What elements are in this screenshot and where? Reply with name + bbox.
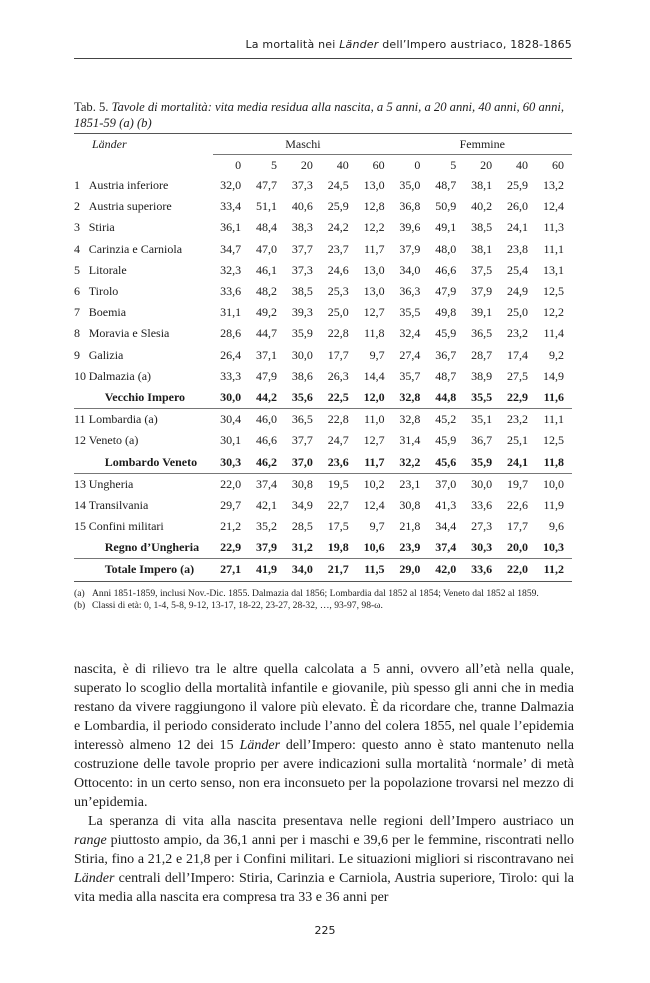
row-name: Moravia e Slesia [88, 326, 170, 341]
body-text [74, 660, 574, 907]
value-cell: 42,1 [255, 497, 277, 512]
value-cell: 47,7 [255, 178, 277, 193]
value-cell: 21,8 [399, 519, 421, 534]
value-cell: 38,9 [471, 368, 493, 383]
running-header-italic: Länder [339, 38, 379, 51]
value-cell: 46,2 [255, 454, 277, 469]
table-notes [74, 588, 574, 611]
value-cell: 11,8 [364, 326, 385, 341]
value-cell: 13,0 [363, 178, 385, 193]
value-cell: 39,1 [471, 305, 493, 320]
life-table [74, 133, 574, 582]
value-cell: 35,1 [464, 409, 500, 431]
value-cell: 34,4 [435, 519, 457, 534]
value-cell: 37,4 [249, 473, 285, 495]
value-cell: 31,1 [220, 305, 242, 320]
table-row [74, 345, 572, 366]
value-cell: 11,3 [543, 220, 564, 235]
row-name: Carinzia e Carniola [88, 241, 183, 256]
paragraph-2-italic-1: range [74, 833, 107, 848]
value-cell: 36,3 [399, 284, 421, 299]
value-cell: 38,1 [471, 241, 493, 256]
value-cell: 21,2 [220, 519, 242, 534]
value-cell: 12,5 [543, 284, 564, 299]
value-cell: 24,6 [327, 262, 349, 277]
value-cell: 44,2 [255, 389, 277, 404]
value-cell: 23,1 [393, 473, 429, 495]
age-header-cell: 20 [480, 157, 493, 172]
row-name: Ungheria [89, 473, 214, 495]
col-header-lander: Länder [92, 136, 127, 151]
value-cell: 24,1 [507, 454, 528, 469]
value-cell: 11,7 [364, 241, 385, 256]
table-row [74, 409, 572, 431]
table-row [74, 196, 572, 217]
value-cell: 9,2 [549, 347, 564, 362]
row-name: Litorale [88, 262, 127, 277]
value-cell: 23,2 [500, 409, 536, 431]
value-cell: 35,9 [471, 454, 493, 469]
value-cell: 10,0 [536, 473, 572, 495]
value-cell: 45,9 [435, 326, 457, 341]
value-cell: 23,7 [327, 241, 349, 256]
paragraph-2-part-b: piuttosto ampio, da 36,1 anni per i maschi e 39,6 per le femmine, riscontrati nello Stiria, fino a 21,2 e 21,8 per i Confini militari. Le situazioni migliori si riscontravano nei [74, 833, 574, 867]
value-cell: 37,9 [255, 540, 277, 555]
table-row [74, 175, 572, 196]
value-cell: 34,0 [399, 262, 421, 277]
value-cell: 25,3 [327, 284, 349, 299]
value-cell: 37,7 [291, 433, 313, 448]
age-header-cell: 5 [270, 157, 277, 172]
row-name: Lombardo Veneto [104, 454, 198, 469]
value-cell: 33,4 [220, 199, 242, 214]
value-cell: 29,0 [393, 559, 429, 581]
value-cell: 48,4 [255, 220, 277, 235]
value-cell: 30,3 [220, 454, 242, 469]
table-row [74, 366, 572, 387]
note-a-text: Anni 1851-1859, inclusi Nov.-Dic. 1855. Dalmazia dal 1856; Lombardia dal 1852 al 1854; Veneto dal 1852 al 1859. [92, 588, 539, 599]
value-cell: 12,2 [363, 220, 385, 235]
value-cell: 36,7 [435, 347, 457, 362]
value-cell: 25,0 [327, 305, 349, 320]
value-cell: 11,6 [543, 389, 564, 404]
row-name: Lombardia (a) [89, 409, 214, 431]
value-cell: 24,5 [327, 178, 349, 193]
value-cell: 31,4 [399, 433, 421, 448]
running-header [74, 38, 572, 51]
table-row [74, 537, 572, 559]
value-cell: 30,0 [291, 347, 313, 362]
value-cell: 22,9 [507, 389, 528, 404]
row-name: Boemia [88, 305, 127, 320]
row-name: Vecchio Impero [104, 389, 186, 404]
paragraph-1-part-b: dell’Impero: questo anno è stato mantenuto nella costruzione delle tavole proprio per avere indicazioni sulla mortalità ‘normale’ di metà Ottocento: in un certo senso, non era inconsueto per la popolazione trovarsi nel mezzo di un’epidemia. [74, 738, 574, 810]
row-name: Totale Impero (a) [89, 559, 214, 581]
value-cell: 13,1 [543, 262, 564, 277]
header-rule [74, 58, 572, 59]
table-row [74, 473, 572, 495]
value-cell: 11,2 [536, 559, 572, 581]
note-b-text: Classi di età: 0, 1-4, 5-8, 9-12, 13-17, 18-22, 23-27, 28-32, …, 93-97, 98-ω. [92, 599, 383, 611]
value-cell: 41,9 [249, 559, 285, 581]
table-row [74, 260, 572, 281]
value-cell: 32,8 [399, 389, 421, 404]
value-cell: 14,9 [543, 368, 564, 383]
row-index: 2 [74, 199, 80, 214]
value-cell: 48,2 [255, 284, 277, 299]
value-cell: 12,0 [363, 389, 385, 404]
value-cell: 35,0 [399, 178, 421, 193]
value-cell: 27,3 [471, 519, 493, 534]
value-cell: 40,6 [291, 199, 313, 214]
age-header-cell: 0 [414, 157, 421, 172]
value-cell: 28,7 [471, 347, 493, 362]
value-cell: 48,7 [435, 178, 457, 193]
value-cell: 13,2 [543, 178, 564, 193]
value-cell: 51,1 [255, 199, 277, 214]
value-cell: 37,4 [435, 540, 457, 555]
age-header-cell: 40 [516, 157, 528, 172]
value-cell: 38,1 [471, 178, 493, 193]
row-index: 14 [74, 497, 86, 512]
value-cell: 10,6 [363, 540, 385, 555]
row-name: Veneto (a) [88, 433, 139, 448]
row-index: 9 [74, 347, 80, 362]
running-header-text-end: dell’Impero austriaco, 1828-1865 [378, 38, 572, 51]
value-cell: 25,9 [507, 178, 528, 193]
value-cell: 28,5 [291, 519, 313, 534]
value-cell: 13,0 [363, 284, 385, 299]
value-cell: 29,7 [220, 497, 242, 512]
life-table-grid [74, 133, 572, 582]
value-cell: 48,0 [435, 241, 457, 256]
value-cell: 47,9 [435, 284, 457, 299]
value-cell: 17,5 [327, 519, 349, 534]
value-cell: 25,9 [327, 199, 349, 214]
value-cell: 37,7 [291, 241, 313, 256]
value-cell: 45,2 [428, 409, 464, 431]
value-cell: 12,2 [543, 305, 564, 320]
value-cell: 22,5 [327, 389, 349, 404]
value-cell: 32,8 [393, 409, 429, 431]
value-cell: 37,9 [471, 284, 493, 299]
value-cell: 27,4 [399, 347, 421, 362]
value-cell: 11,1 [536, 409, 572, 431]
row-name: Tirolo [88, 284, 119, 299]
value-cell: 38,3 [291, 220, 313, 235]
table-row [74, 281, 572, 302]
value-cell: 35,6 [291, 389, 313, 404]
paragraph-2 [74, 812, 574, 907]
value-cell: 46,6 [435, 262, 457, 277]
paragraph-2-part-c: centrali dell’Impero: Stiria, Carinzia e Carniola, Austria superiore, Tirolo: qui la vita media alla nascita era compresa tra 33 e 36 anni per [74, 871, 574, 905]
note-b-tag: (b) [74, 599, 86, 611]
row-name: Galizia [88, 347, 124, 362]
value-cell: 23,6 [327, 454, 349, 469]
value-cell: 33,6 [220, 284, 242, 299]
value-cell: 30,4 [213, 409, 249, 431]
value-cell: 11,1 [543, 241, 564, 256]
value-cell: 35,9 [291, 326, 313, 341]
value-cell: 25,1 [507, 433, 528, 448]
value-cell: 39,3 [291, 305, 313, 320]
paragraph-1 [74, 660, 574, 812]
value-cell: 46,0 [249, 409, 285, 431]
value-cell: 34,0 [285, 559, 321, 581]
value-cell: 37,1 [255, 347, 277, 362]
row-name: Austria superiore [88, 199, 172, 214]
value-cell: 17,7 [507, 519, 528, 534]
row-index: 12 [74, 433, 86, 448]
value-cell: 49,1 [435, 220, 457, 235]
value-cell: 32,4 [399, 326, 421, 341]
value-cell: 34,7 [220, 241, 242, 256]
value-cell: 10,3 [543, 540, 564, 555]
value-cell: 30,0 [464, 473, 500, 495]
row-index: 3 [74, 220, 80, 235]
row-index: 5 [74, 262, 80, 277]
value-cell: 20,0 [507, 540, 528, 555]
table-title: Tavole di mortalità: vita media residua alla nascita, a 5 anni, a 20 anni, 40 anni, 60 anni, 1851-59 (a) (b) [74, 100, 565, 130]
row-name: Regno d’Ungheria [104, 540, 200, 555]
age-header-cell: 60 [372, 157, 385, 172]
value-cell: 27,5 [507, 368, 528, 383]
row-index: 6 [74, 284, 80, 299]
paragraph-2-part-a: La speranza di vita alla nascita presentava nelle regioni dell’Impero austriaco un [88, 814, 574, 829]
row-name: Austria inferiore [88, 178, 169, 193]
value-cell: 11,8 [543, 454, 564, 469]
value-cell: 47,0 [255, 241, 277, 256]
value-cell: 19,8 [327, 540, 349, 555]
col-group-femmine: Femmine [393, 134, 572, 155]
value-cell: 21,7 [321, 559, 357, 581]
value-cell: 37,0 [291, 454, 313, 469]
value-cell: 37,5 [471, 262, 493, 277]
value-cell: 38,5 [471, 220, 493, 235]
value-cell: 44,7 [255, 326, 277, 341]
value-cell: 19,5 [321, 473, 357, 495]
row-name: Dalmazia (a) [88, 368, 152, 383]
value-cell: 33,3 [220, 368, 242, 383]
age-header-cell: 60 [552, 157, 564, 172]
value-cell: 30,1 [220, 433, 242, 448]
table-row [74, 302, 572, 323]
value-cell: 24,1 [507, 220, 528, 235]
value-cell: 12,7 [363, 305, 385, 320]
value-cell: 22,7 [327, 497, 349, 512]
value-cell: 14,4 [363, 368, 385, 383]
value-cell: 42,0 [428, 559, 464, 581]
value-cell: 32,3 [220, 262, 242, 277]
row-index [74, 537, 89, 559]
value-cell: 24,9 [507, 284, 528, 299]
row-index: 10 [74, 368, 86, 383]
value-cell: 36,7 [471, 433, 493, 448]
row-name: Transilvania [88, 497, 149, 512]
value-cell: 9,7 [369, 347, 385, 362]
value-cell: 36,5 [471, 326, 493, 341]
table-row [74, 559, 572, 581]
row-name: Stiria [88, 220, 115, 235]
page-number: 225 [314, 924, 336, 937]
value-cell: 30,8 [285, 473, 321, 495]
table-caption [74, 99, 574, 131]
value-cell: 25,4 [507, 262, 528, 277]
note-a-tag: (a) [74, 588, 85, 599]
value-cell: 37,3 [291, 262, 313, 277]
value-cell: 31,2 [291, 540, 313, 555]
value-cell: 41,3 [435, 497, 457, 512]
value-cell: 44,8 [435, 389, 457, 404]
value-cell: 36,5 [285, 409, 321, 431]
value-cell: 11,7 [364, 454, 385, 469]
value-cell: 36,1 [220, 220, 242, 235]
row-index: 13 [74, 473, 89, 495]
value-cell: 11,9 [543, 497, 564, 512]
value-cell: 26,3 [327, 368, 349, 383]
value-cell: 35,5 [471, 389, 493, 404]
value-cell: 37,9 [399, 241, 421, 256]
value-cell: 17,7 [327, 347, 349, 362]
row-index: 8 [74, 326, 80, 341]
table-row [74, 430, 572, 451]
paragraph-2-italic-2: Länder [74, 871, 115, 886]
table-row [74, 387, 572, 409]
row-index [74, 559, 89, 581]
value-cell: 22,9 [220, 540, 242, 555]
value-cell: 45,6 [435, 454, 457, 469]
value-cell: 48,7 [435, 368, 457, 383]
value-cell: 35,2 [255, 519, 277, 534]
value-cell: 11,0 [357, 409, 393, 431]
value-cell: 37,0 [428, 473, 464, 495]
value-cell: 11,5 [357, 559, 393, 581]
value-cell: 49,2 [255, 305, 277, 320]
value-cell: 38,5 [291, 284, 313, 299]
value-cell: 19,7 [500, 473, 536, 495]
value-cell: 12,5 [543, 433, 564, 448]
value-cell: 23,2 [507, 326, 528, 341]
col-group-maschi: Maschi [213, 134, 392, 155]
value-cell: 22,8 [327, 326, 349, 341]
age-header-row [74, 155, 572, 176]
value-cell: 12,8 [363, 199, 385, 214]
row-index: 11 [74, 409, 89, 431]
row-index [74, 451, 89, 473]
value-cell: 11,4 [543, 326, 564, 341]
value-cell: 38,6 [291, 368, 313, 383]
value-cell: 12,4 [543, 199, 564, 214]
age-header-cell: 40 [336, 157, 349, 172]
value-cell: 30,3 [471, 540, 493, 555]
value-cell: 27,1 [213, 559, 249, 581]
value-cell: 46,6 [255, 433, 277, 448]
value-cell: 33,6 [471, 497, 493, 512]
value-cell: 37,3 [291, 178, 313, 193]
value-cell: 9,7 [369, 519, 385, 534]
value-cell: 22,0 [500, 559, 536, 581]
value-cell: 33,6 [464, 559, 500, 581]
value-cell: 23,8 [507, 241, 528, 256]
table-row [74, 451, 572, 473]
row-index [74, 387, 89, 409]
value-cell: 10,2 [357, 473, 393, 495]
value-cell: 49,8 [435, 305, 457, 320]
value-cell: 35,5 [399, 305, 421, 320]
value-cell: 25,0 [507, 305, 528, 320]
row-index: 1 [74, 178, 80, 193]
value-cell: 17,4 [507, 347, 528, 362]
value-cell: 40,2 [471, 199, 493, 214]
value-cell: 46,1 [255, 262, 277, 277]
value-cell: 9,6 [549, 519, 564, 534]
value-cell: 24,2 [327, 220, 349, 235]
note-a [74, 588, 574, 600]
value-cell: 35,7 [399, 368, 421, 383]
value-cell: 28,6 [220, 326, 242, 341]
table-label: Tab. 5. [74, 100, 109, 114]
value-cell: 22,6 [507, 497, 528, 512]
age-header-cell: 5 [450, 157, 457, 172]
value-cell: 47,9 [255, 368, 277, 383]
table-row [74, 323, 572, 344]
value-cell: 50,9 [435, 199, 457, 214]
value-cell: 34,9 [291, 497, 313, 512]
value-cell: 22,8 [321, 409, 357, 431]
value-cell: 22,0 [213, 473, 249, 495]
value-cell: 32,2 [399, 454, 421, 469]
table-row [74, 217, 572, 238]
running-header-text: La mortalità nei [245, 38, 340, 51]
paragraph-1-part-a: nascita, è di rilievo tra le altre quella calcolata a 5 anni, ovvero all’età nella quale, superato lo scoglio della mortalità infantile e giovanile, più spesso gli anni che in media restano da vivere raggiungono il valore più elevato. È da ricordare che, tranne Dalmazia e Lombardia, il periodo considerato include l’anno del colera 1855, nel quale l’epidemia interessò almeno 12 dei 15 [74, 662, 574, 753]
value-cell: 36,8 [399, 199, 421, 214]
value-cell: 32,0 [220, 178, 242, 193]
table-row [74, 239, 572, 260]
value-cell: 12,7 [363, 433, 385, 448]
value-cell: 30,0 [220, 389, 242, 404]
age-header-cell: 0 [235, 157, 242, 172]
value-cell: 45,9 [435, 433, 457, 448]
value-cell: 39,6 [399, 220, 421, 235]
value-cell: 24,7 [327, 433, 349, 448]
value-cell: 30,8 [399, 497, 421, 512]
table-row [74, 516, 572, 537]
note-b [74, 600, 574, 612]
table-row [74, 495, 572, 516]
row-index: 15 [74, 519, 86, 534]
row-index: 7 [74, 305, 80, 320]
value-cell: 12,4 [363, 497, 385, 512]
value-cell: 26,0 [507, 199, 528, 214]
row-index: 4 [74, 241, 80, 256]
value-cell: 26,4 [220, 347, 242, 362]
paragraph-1-italic: Länder [239, 738, 281, 753]
row-name: Confini militari [88, 519, 164, 534]
age-header-cell: 20 [300, 157, 313, 172]
value-cell: 13,0 [363, 262, 385, 277]
value-cell: 23,9 [399, 540, 421, 555]
